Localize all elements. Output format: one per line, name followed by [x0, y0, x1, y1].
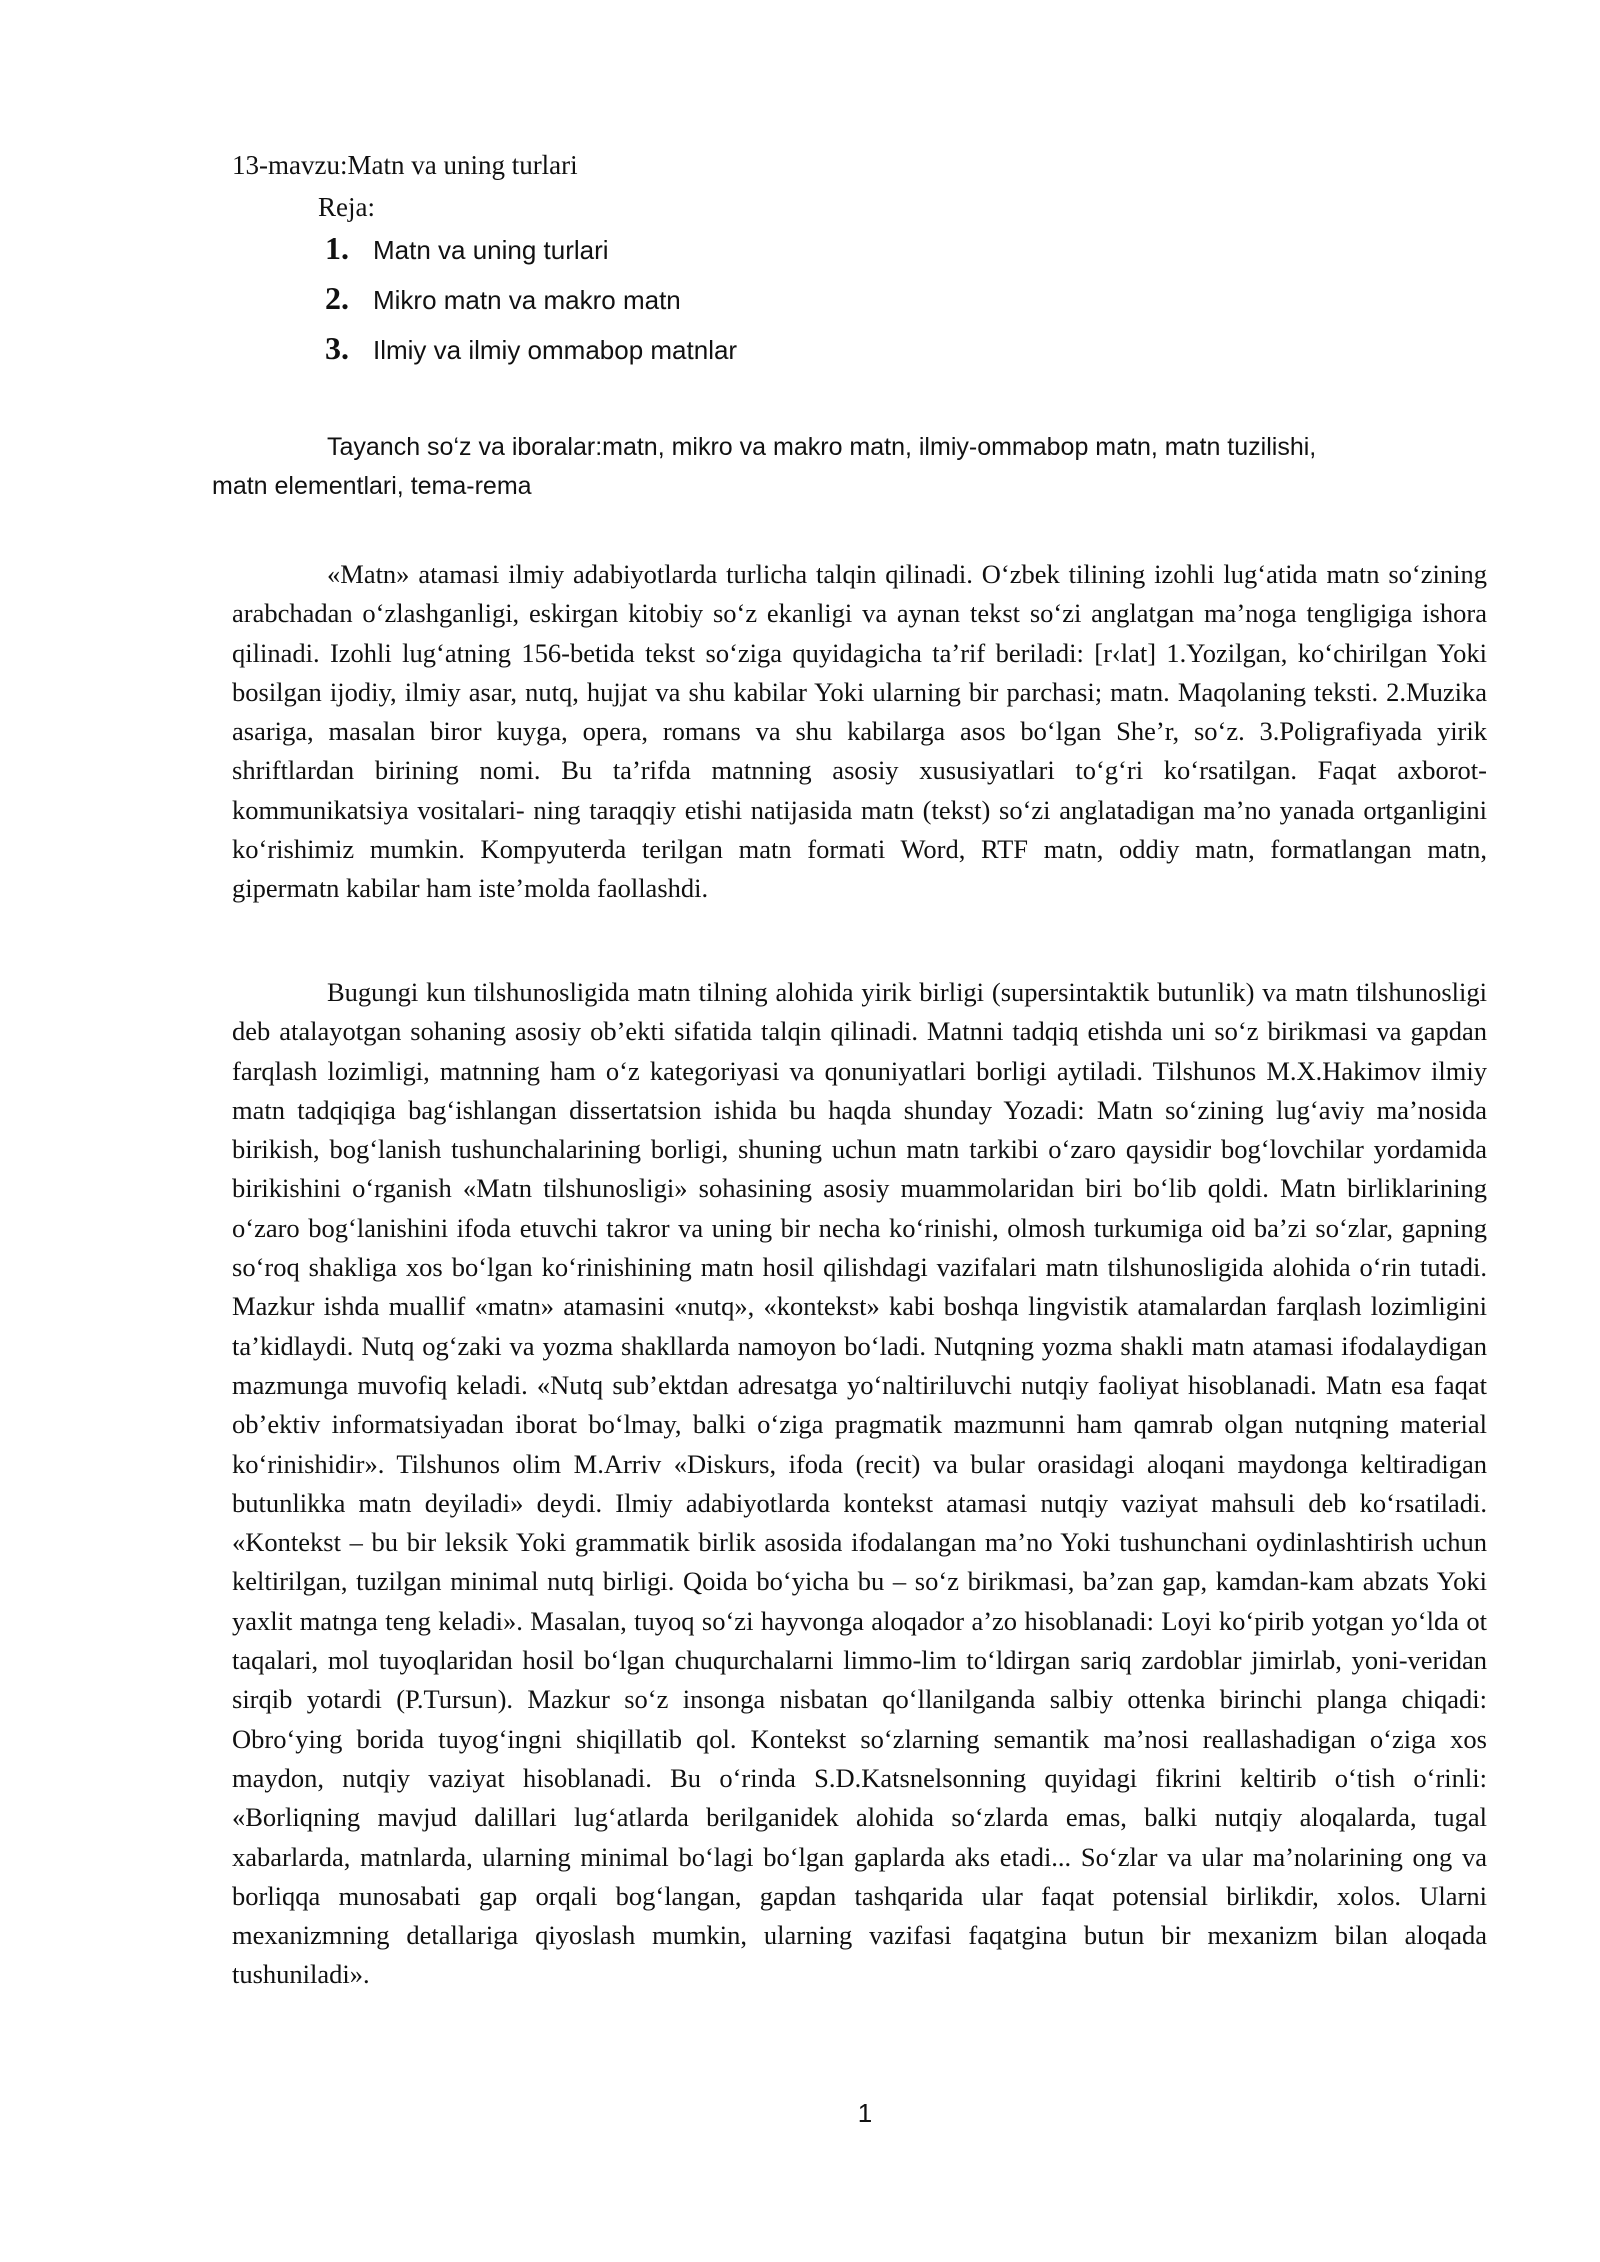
plan-item-number: 1.	[325, 230, 349, 266]
plan-item-text: Ilmiy va ilmiy ommabop matnlar	[373, 335, 738, 365]
plan-item	[325, 330, 737, 380]
plan-item-number: 3.	[325, 330, 349, 366]
keywords-block	[212, 428, 1447, 506]
page-number: 1	[857, 2098, 873, 2128]
keywords-line-2: matn elementlari, tema-rema	[212, 472, 532, 500]
topic-title: 13-mavzu:Matn va uning turlari	[232, 150, 578, 180]
plan-item-text: Matn va uning turlari	[373, 235, 609, 265]
keywords-line-1: Tayanch so‘z va iboralar:matn, mikro va makro matn, ilmiy-ommabop matn, matn tuzilishi,	[327, 433, 1317, 461]
paragraph-1: «Matn» atamasi ilmiy adabiyotlarda turlicha talqin qilinadi. O‘zbek tilining izohli lug‘atida matn so‘zining arabchadan o‘zlashganligi, eskirgan kitobiy so‘z ekanligi va aynan tekst so‘zi anglatgan ma’noga tengligiga ishora qilinadi. Izohli lug‘atning 156-betida tekst so‘ziga quyidagicha ta’rif beriladi: [r‹lat] 1.Yozilgan, ko‘chirilgan Yoki bosilgan ijodiy, ilmiy asar, nutq, hujjat va shu kabilar Yoki ularning bir parchasi; matn. Maqolaning teksti. 2.Muzika asariga, masalan biror kuyga, opera, romans va shu kabilarga asos bo‘lgan She’r, so‘z. 3.Poligrafiyada yirik shriftlardan birining nomi. Bu ta’rifda matnning asosiy xususiyatlari to‘g‘ri ko‘rsatilgan. Faqat axborot-kommunikatsiya vositalari- ning taraqqiy etishi natijasida matn (tekst) so‘zi anglatadigan ma’no yanada ortganligini ko‘rishimiz mumkin. Kompyuterda terilgan matn formati Word, RTF matn, oddiy matn, formatlangan matn, gipermatn kabilar ham iste’molda faollashdi.	[232, 559, 1487, 904]
plan-heading: Reja:	[318, 192, 375, 222]
plan-item-number: 2.	[325, 280, 349, 316]
plan-item	[325, 230, 737, 280]
plan-list	[325, 230, 737, 380]
paragraph-2: Bugungi kun tilshunosligida matn tilning alohida yirik birligi (supersintaktik butunlik) va matn tilshunosligi deb atalayotgan sohaning asosiy ob’ekti sifatida talqin qilinadi. Matnni tadqiq etishda uni so‘z birikmasi va gapdan farqlash lozimligi, matnning ham o‘z kategoriyasi va qonuniyatlari borligi aytiladi. Tilshunos M.X.Hakimov ilmiy matn tadqiqiga bag‘ishlangan dissertatsion ishida bu haqda shunday Yozadi: Matn so‘zining lug‘aviy ma’nosida birikish, bog‘lanish tushunchalarining borligi, shuning uchun matn tarkibi o‘zaro qaysidir bog‘lovchilar yordamida birikishini o‘rganish «Matn tilshunosligi» sohasining asosiy muammolaridan biri bo‘lib qoldi. Matn birliklarining o‘zaro bog‘lanishini ifoda etuvchi takror va uning bir necha ko‘rinishi, olmosh turkumiga oid ba’zi so‘zlar, gapning so‘roq shakliga xos bo‘lgan ko‘rinishining matn hosil qilishdagi vazifalari matn tilshunosligida alohida o‘rin tutadi. Mazkur ishda muallif «matn» atamasini «nutq», «kontekst» kabi boshqa lingvistik atamalardan farqlash lozimligini ta’kidlaydi. Nutq og‘zaki va yozma shakllarda namoyon bo‘ladi. Nutqning yozma shakli matn atamasi ifodalaydigan mazmunga muvofiq keladi. «Nutq sub’ektdan adresatga yo‘naltiriluvchi nutqiy faoliyat hisoblanadi. Matn esa faqat ob’ektiv informatsiyadan iborat bo‘lmay, balki o‘ziga pragmatik mazmunni ham qamrab olgan nutqning material ko‘rinishidir». Tilshunos olim M.Arriv «Diskurs, ifoda (recit) va bular orasidagi aloqani maydonga keltiradigan butunlikka matn deyiladi» deydi. Ilmiy adabiyotlarda kontekst atamasi nutqiy vaziyat mahsuli deb ko‘rsatiladi. «Kontekst – bu bir leksik Yoki grammatik birlik asosida ifodalangan ma’no Yoki tushunchani oydinlashtirish uchun keltirilgan, tuzilgan minimal nutq birligi. Qoida bo‘yicha bu – so‘z birikmasi, ba’zan gap, kamdan-kam abzats Yoki yaxlit matnga teng keladi». Masalan, tuyoq so‘zi hayvonga aloqador a’zo hisoblanadi: Loyi ko‘pirib yotgan yo‘lda ot taqalari, mol tuyoqlaridan hosil bo‘lgan chuqurchalarni limmo-lim to‘ldirgan sariq zardoblar jimirlab, yoni-veridan sirqib yotardi (P.Tursun). Mazkur so‘z insonga nisbatan qo‘llanilganda salbiy ottenka birinchi planga chiqadi: Obro‘ying borida tuyog‘ingni shiqillatib qol. Kontekst so‘zlarning semantik ma’nosi reallashadigan o‘ziga xos maydon, nutqiy vaziyat hisoblanadi. Bu o‘rinda S.D.Katsnelsonning quyidagi fikrini keltirib o‘tish o‘rinli: «Borliqning mavjud dalillari lug‘atlarda berilganidek alohida so‘zlarda emas, balki nutqiy aloqalarda, tugal xabarlarda, matnlarda, ularning minimal bo‘lagi bo‘lgan gaplarda aks etadi... So‘zlar va ular ma’nolarining ong va borliqqa munosabati gap orqali bog‘langan, gapdan tashqarida ular faqat potensial birlikdir, xolos. Ularni mexanizmning detallariga qiyoslash mumkin, ularning vazifasi faqatgina butun bir mexanizm bilan aloqada tushuniladi».	[232, 977, 1487, 1990]
plan-item-text: Mikro matn va makro matn	[373, 285, 681, 315]
plan-item	[325, 280, 737, 330]
